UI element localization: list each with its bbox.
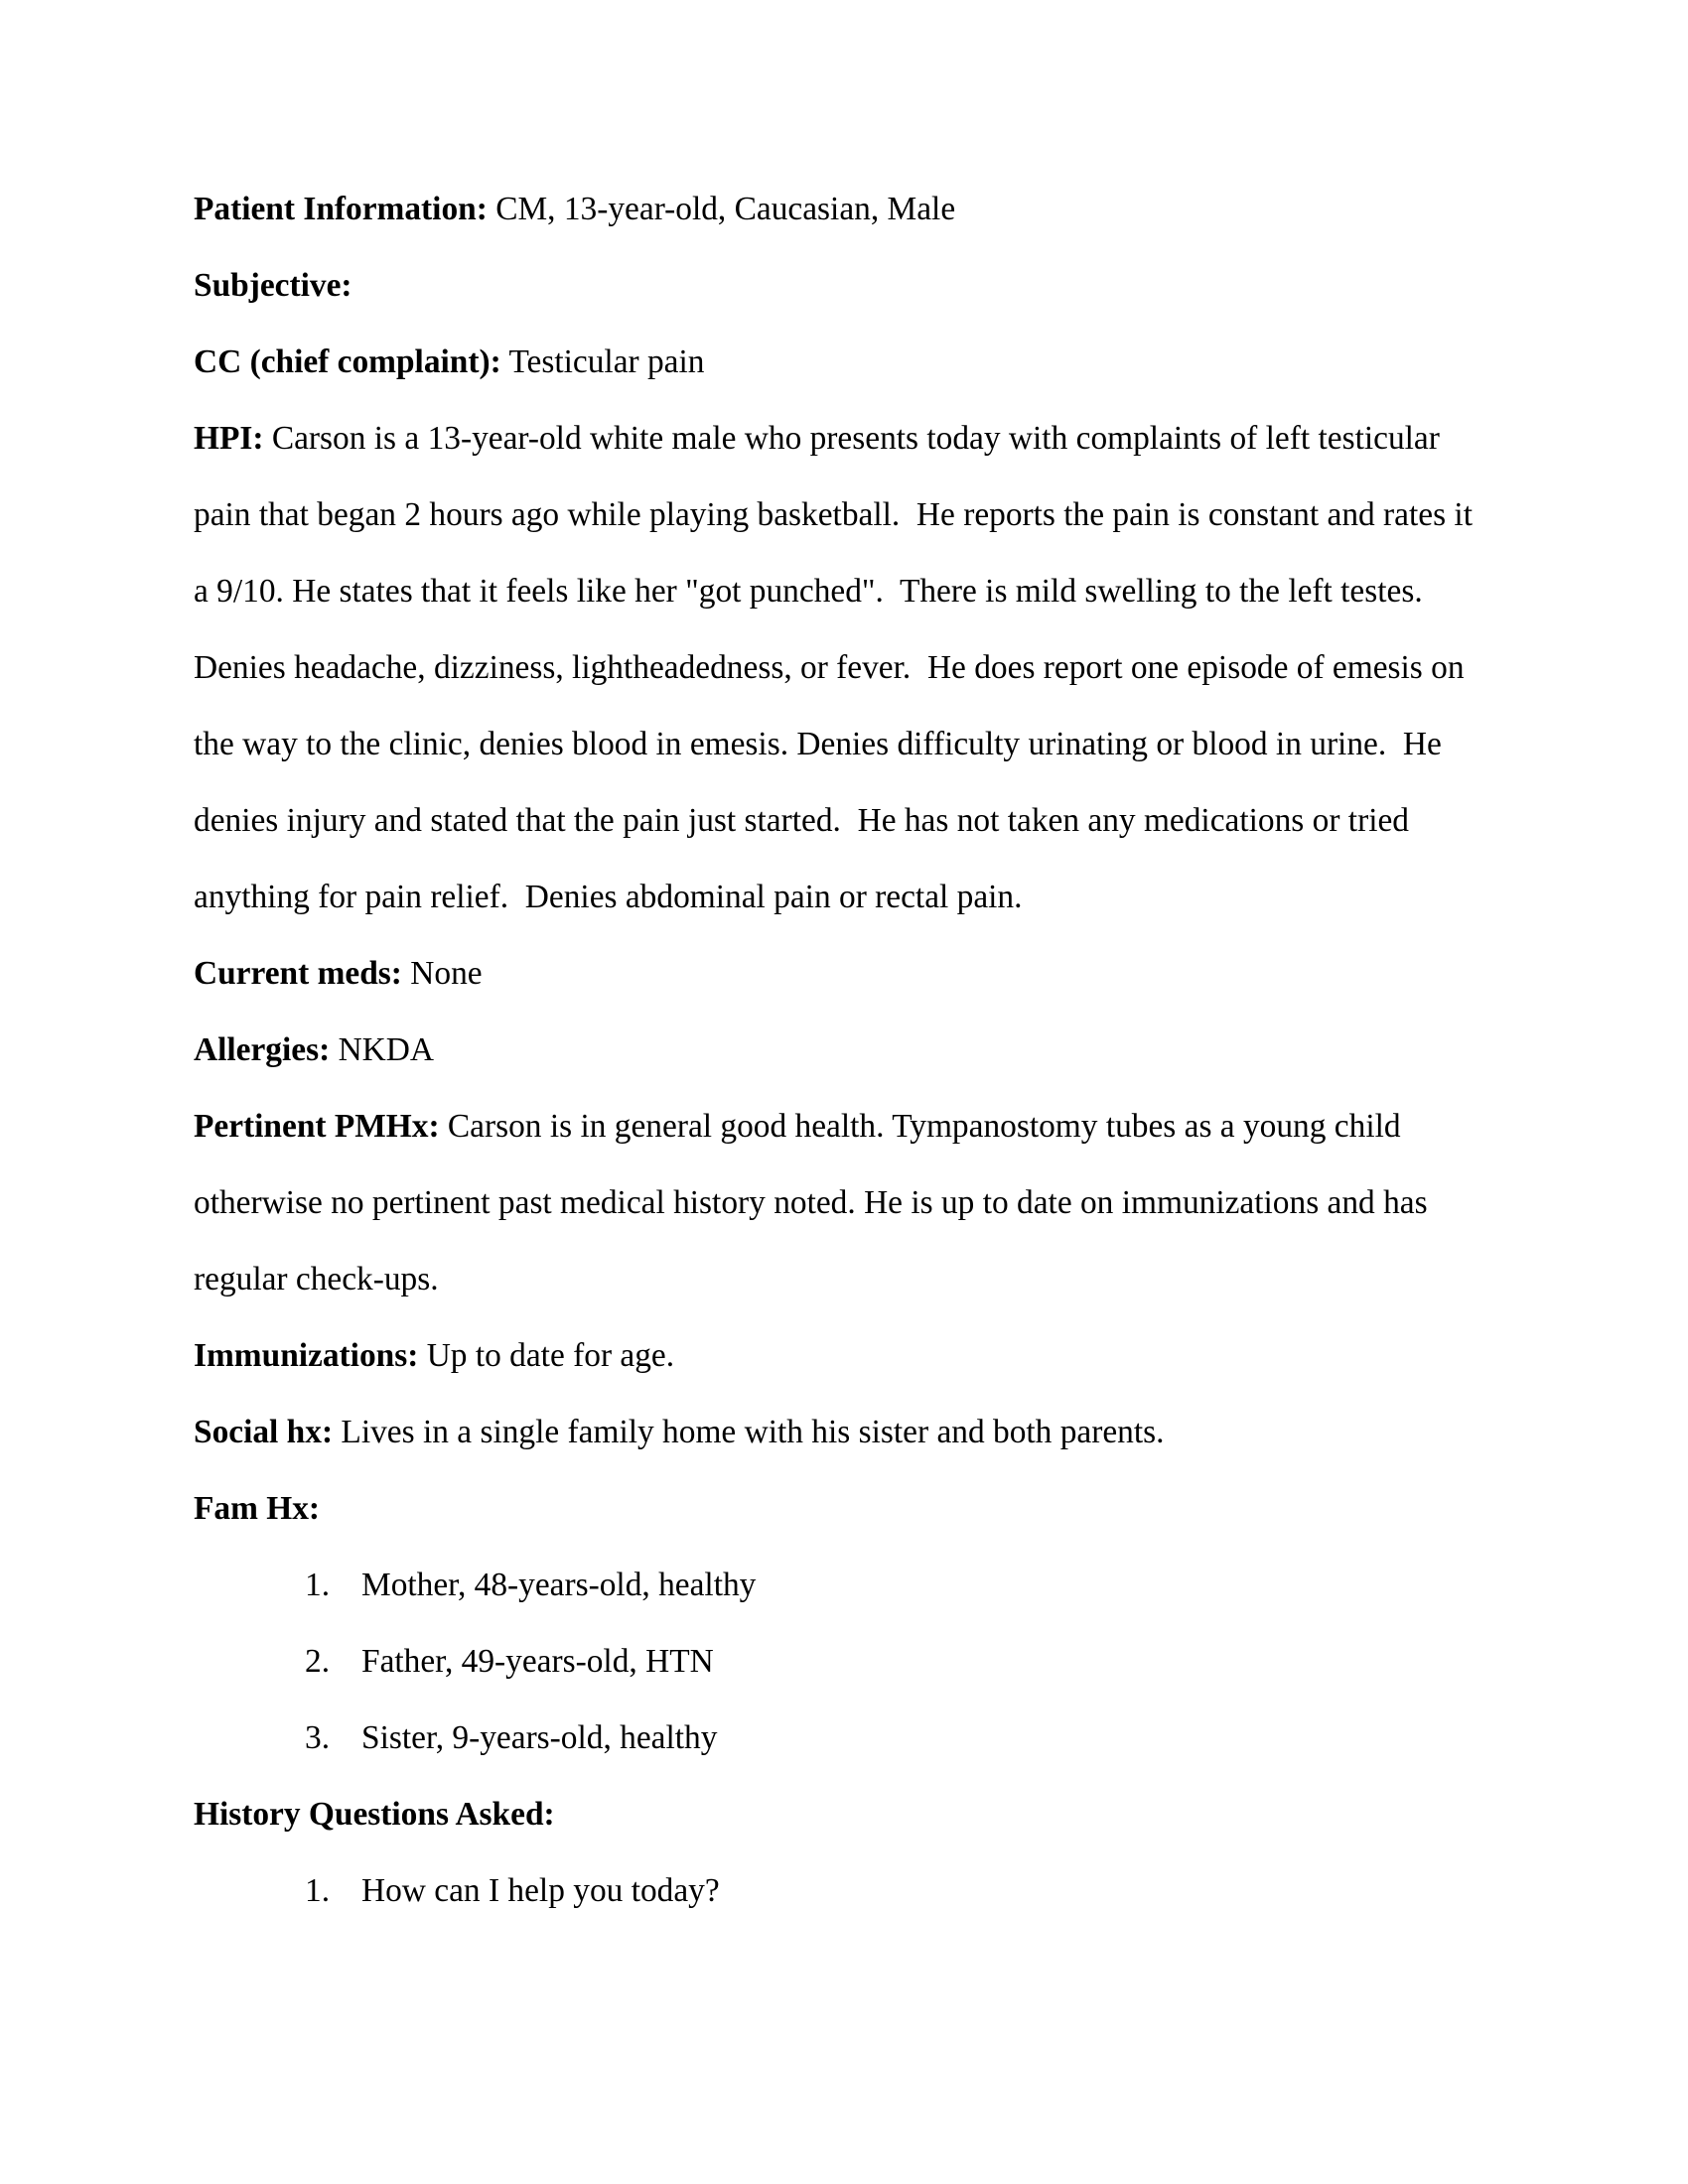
fam-hx-list-item-mother: [305, 1547, 1494, 1623]
section-heading-subjective: Subjective:: [194, 267, 352, 304]
field-value-pertinent-pmhx: Carson is in general good health. Tympanostomy tubes as a young child otherwise no pertinent past medical history noted. He is up to date on immunizations and has regular check-ups.: [194, 1108, 1436, 1297]
field-value-hpi: Carson is a 13-year-old white male who presents today with complaints of left testicular pain that began 2 hours ago while playing basketball. He reports the pain is constant and rates it a 9/10. He states that it feels like her "got punched". There is mild swelling to the left testes. Denies headache, dizziness, lightheadedness, or fever. He does report one episode of emesis on the way to the clinic, denies blood in emesis. Denies difficulty urinating or blood in urine. He denies injury and stated that the pain just started. He has not taken any medications or tried anything for pain relief. Denies abdominal pain or rectal pain.: [194, 420, 1481, 915]
paragraph-chief-complaint: [194, 324, 1494, 400]
paragraph-current-meds: [194, 935, 1494, 1012]
field-label-social-hx: Social hx:: [194, 1414, 334, 1450]
paragraph-patient-information: [194, 171, 1494, 247]
paragraph-hpi: [194, 400, 1494, 935]
paragraph-social-hx: [194, 1394, 1494, 1470]
list-item-text: Sister, 9-years-old, healthy: [361, 1719, 718, 1756]
list-number: 3.: [305, 1719, 331, 1756]
fam-hx-list-item-sister: [305, 1700, 1494, 1776]
paragraph-immunizations: [194, 1317, 1494, 1394]
list-item-text: Father, 49-years-old, HTN: [361, 1643, 714, 1680]
field-label-allergies: Allergies:: [194, 1031, 331, 1068]
section-heading-history-questions: History Questions Asked:: [194, 1796, 555, 1833]
section-heading-fam-hx: Fam Hx:: [194, 1490, 321, 1527]
field-value-immunizations: Up to date for age.: [418, 1337, 675, 1374]
paragraph-fam-hx: [194, 1470, 1494, 1547]
history-question-list-item: [305, 1852, 1494, 1929]
field-label-current-meds: Current meds:: [194, 955, 402, 992]
field-value-patient-information: CM, 13-year-old, Caucasian, Male: [487, 191, 956, 227]
paragraph-allergies: [194, 1012, 1494, 1088]
field-label-patient-information: Patient Information:: [194, 191, 488, 227]
list-item-text: Mother, 48-years-old, healthy: [361, 1567, 757, 1603]
fam-hx-list-item-father: [305, 1623, 1494, 1700]
field-label-immunizations: Immunizations:: [194, 1337, 419, 1374]
list-number: 1.: [305, 1872, 331, 1909]
paragraph-subjective: [194, 247, 1494, 324]
list-number: 2.: [305, 1643, 331, 1680]
field-value-allergies: NKDA: [330, 1031, 435, 1068]
list-item-text: How can I help you today?: [361, 1872, 720, 1909]
field-value-chief-complaint: Testicular pain: [500, 343, 705, 380]
list-number: 1.: [305, 1567, 331, 1603]
paragraph-pertinent-pmhx: [194, 1088, 1494, 1317]
field-label-hpi: HPI:: [194, 420, 264, 457]
field-value-current-meds: None: [401, 955, 483, 992]
field-label-pertinent-pmhx: Pertinent PMHx:: [194, 1108, 440, 1145]
field-label-chief-complaint: CC (chief complaint):: [194, 343, 501, 380]
field-value-social-hx: Lives in a single family home with his sister and both parents.: [333, 1414, 1165, 1450]
